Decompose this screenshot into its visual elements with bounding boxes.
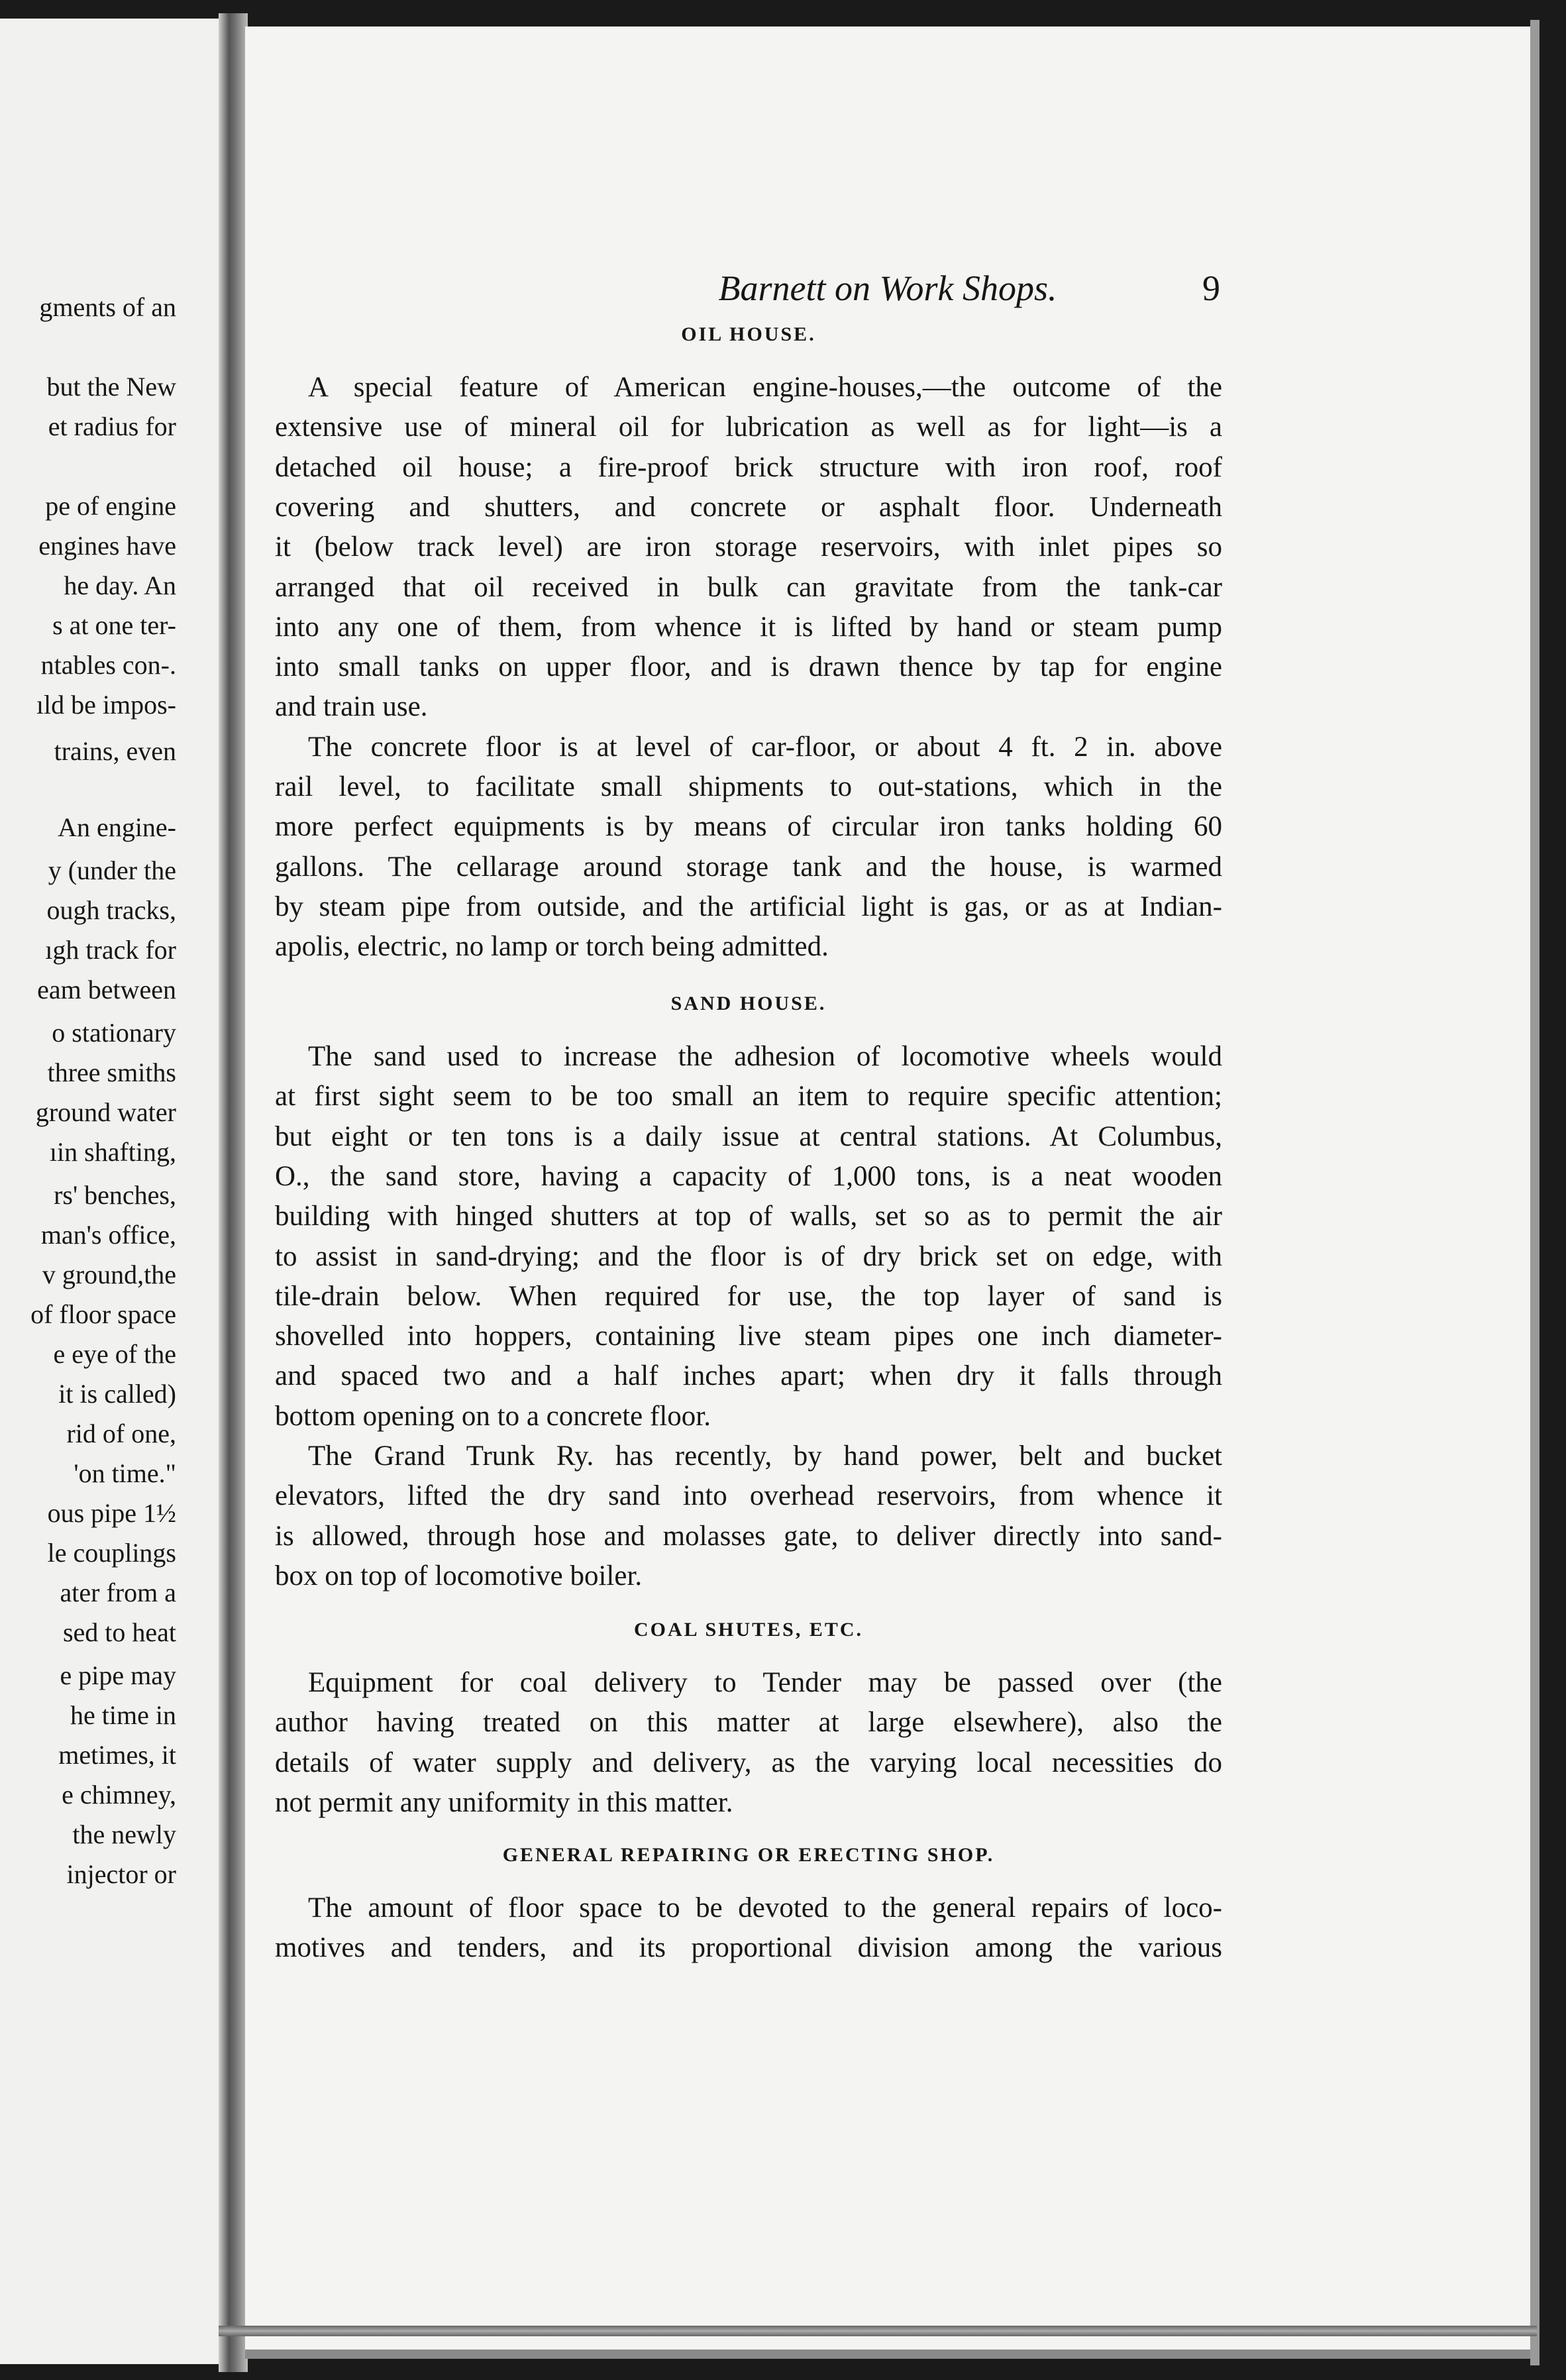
book-gutter bbox=[219, 13, 248, 2372]
facing-page-line: rs' benches, bbox=[54, 1180, 176, 1210]
facing-page-line: ground water bbox=[35, 1097, 176, 1127]
facing-page-line: he day. An bbox=[64, 570, 176, 600]
text-line: not permit any uniformity in this matter. bbox=[275, 1786, 733, 1818]
text-line: shovelled into hoppers, containing live steam pipes one inch diameter- bbox=[275, 1321, 1222, 1352]
facing-page-line: of floor space bbox=[30, 1299, 176, 1329]
facing-page-line: he time in bbox=[70, 1700, 176, 1730]
section-heading: GENERAL REPAIRING OR ERECTING SHOP. bbox=[502, 1844, 995, 1866]
text-line: Equipment for coal delivery to Tender may be passed over (the bbox=[308, 1667, 1222, 1698]
running-head bbox=[245, 265, 1537, 311]
facing-page-line: e chimney, bbox=[62, 1780, 176, 1810]
page-number: 9 bbox=[1202, 268, 1220, 308]
facing-page-line: v ground,the bbox=[42, 1260, 176, 1289]
text-line: elevators, lifted the dry sand into overhead reservoirs, from whence it bbox=[275, 1480, 1222, 1512]
page-bottom-edge bbox=[219, 2326, 1537, 2336]
facing-page-line: eam between bbox=[37, 975, 176, 1004]
section-heading: COAL SHUTES, ETC. bbox=[633, 1619, 864, 1641]
facing-page-line: but the New bbox=[46, 372, 176, 402]
text-line: gallons. The cellarage around storage tank and the house, is warmed bbox=[275, 851, 1222, 883]
text-line: detached oil house; a fire-proof brick structure with iron roof, roof bbox=[275, 451, 1222, 483]
book-page bbox=[245, 27, 1537, 2359]
running-title: Barnett on Work Shops. bbox=[718, 268, 1057, 308]
facing-page-line: ntables con-. bbox=[40, 650, 176, 680]
text-line: bottom opening on to a concrete floor. bbox=[275, 1400, 711, 1432]
facing-page-line: le couplings bbox=[47, 1538, 176, 1568]
text-line: The amount of floor space to be devoted to the general repairs of loco- bbox=[308, 1892, 1222, 1923]
facing-page-line: rid of one, bbox=[66, 1419, 176, 1448]
text-line: The concrete floor is at level of car-floor, or about 4 ft. 2 in. above bbox=[308, 731, 1222, 763]
facing-page-line: engines have bbox=[38, 531, 176, 561]
page-edge bbox=[1530, 20, 1540, 2365]
text-line: author having treated on this matter at large elsewhere), also the bbox=[275, 1707, 1222, 1739]
facing-page-line: injector or bbox=[66, 1859, 176, 1889]
section-heading: SAND HOUSE. bbox=[670, 993, 827, 1014]
text-line: extensive use of mineral oil for lubrication as well as for light—is a bbox=[275, 411, 1222, 443]
text-line: to assist in sand-drying; and the floor is of dry brick set on edge, with bbox=[275, 1240, 1222, 1272]
text-line: and train use. bbox=[275, 691, 428, 723]
section-heading: OIL HOUSE. bbox=[681, 323, 816, 345]
text-line: building with hinged shutters at top of walls, set so as to permit the air bbox=[275, 1201, 1222, 1232]
facing-page-fragment bbox=[0, 19, 223, 2364]
facing-page-line: ous pipe 1½ bbox=[47, 1498, 176, 1528]
text-line: and spaced two and a half inches apart; when dry it falls through bbox=[275, 1360, 1222, 1392]
text-line: The Grand Trunk Ry. has recently, by hand power, belt and bucket bbox=[308, 1440, 1222, 1472]
facing-page-line: et radius for bbox=[48, 411, 176, 441]
text-line: at first sight seem to be too small an item to require specific attention; bbox=[275, 1081, 1222, 1112]
text-line: arranged that oil received in bulk can gravitate from the tank-car bbox=[275, 571, 1222, 603]
text-line: covering and shutters, and concrete or asphalt floor. Underneath bbox=[275, 491, 1222, 523]
facing-page-line: sed to heat bbox=[62, 1617, 176, 1647]
text-line: into small tanks on upper floor, and is drawn thence by tap for engine bbox=[275, 651, 1222, 683]
text-line: by steam pipe from outside, and the artificial light is gas, or as at Indian- bbox=[275, 891, 1222, 922]
text-line: box on top of locomotive boiler. bbox=[275, 1560, 643, 1592]
facing-page-line: ıin shafting, bbox=[49, 1137, 176, 1167]
text-line: is allowed, through hose and molasses gate, to deliver directly into sand- bbox=[275, 1520, 1222, 1552]
facing-page-line: y (under the bbox=[48, 855, 176, 885]
text-line: into any one of them, from whence it is lifted by hand or steam pump bbox=[275, 611, 1222, 643]
facing-page-line: o stationary bbox=[52, 1018, 176, 1048]
facing-page-line: metimes, it bbox=[58, 1740, 176, 1770]
text-line: apolis, electric, no lamp or torch being admitted. bbox=[275, 931, 829, 963]
facing-page-line: trains, even bbox=[54, 736, 176, 766]
text-line: rail level, to facilitate small shipments to out-stations, which in the bbox=[275, 771, 1222, 802]
facing-page-line: 'on time." bbox=[74, 1458, 176, 1488]
facing-page-line: An engine- bbox=[58, 812, 176, 842]
facing-page-line: three smiths bbox=[47, 1057, 176, 1087]
facing-page-line: s at one ter- bbox=[52, 610, 176, 640]
text-line: O., the sand store, having a capacity of 1,000 tons, is a neat wooden bbox=[275, 1160, 1222, 1192]
facing-page-line: ough tracks, bbox=[46, 895, 176, 925]
facing-page-line: pe of engine bbox=[45, 491, 176, 521]
text-line: tile-drain below. When required for use, the top layer of sand is bbox=[275, 1280, 1222, 1312]
facing-page-line: ater from a bbox=[60, 1578, 176, 1607]
facing-page-line: e eye of the bbox=[53, 1339, 176, 1369]
text-line: details of water supply and delivery, as the varying local necessities do bbox=[275, 1747, 1222, 1778]
text-line: motives and tenders, and its proportional division among the various bbox=[275, 1932, 1222, 1964]
facing-page-line: gments of an bbox=[39, 292, 176, 322]
facing-page-line: the newly bbox=[72, 1819, 176, 1849]
text-line: it (below track level) are iron storage reservoirs, with inlet pipes so bbox=[275, 531, 1222, 563]
text-line: but eight or ten tons is a daily issue at central stations. At Columbus, bbox=[275, 1120, 1222, 1152]
facing-page-line: ıgh track for bbox=[45, 935, 176, 965]
facing-page-line: e pipe may bbox=[60, 1660, 176, 1690]
text-line: A special feature of American engine-houses,—the outcome of the bbox=[308, 372, 1222, 403]
facing-page-line: man's office, bbox=[40, 1220, 176, 1250]
facing-page-line: it is called) bbox=[58, 1379, 176, 1409]
text-line: more perfect equipments is by means of circular iron tanks holding 60 bbox=[275, 811, 1222, 843]
text-line: The sand used to increase the adhesion of locomotive wheels would bbox=[308, 1041, 1222, 1072]
facing-page-line: ıld be impos- bbox=[36, 690, 176, 720]
